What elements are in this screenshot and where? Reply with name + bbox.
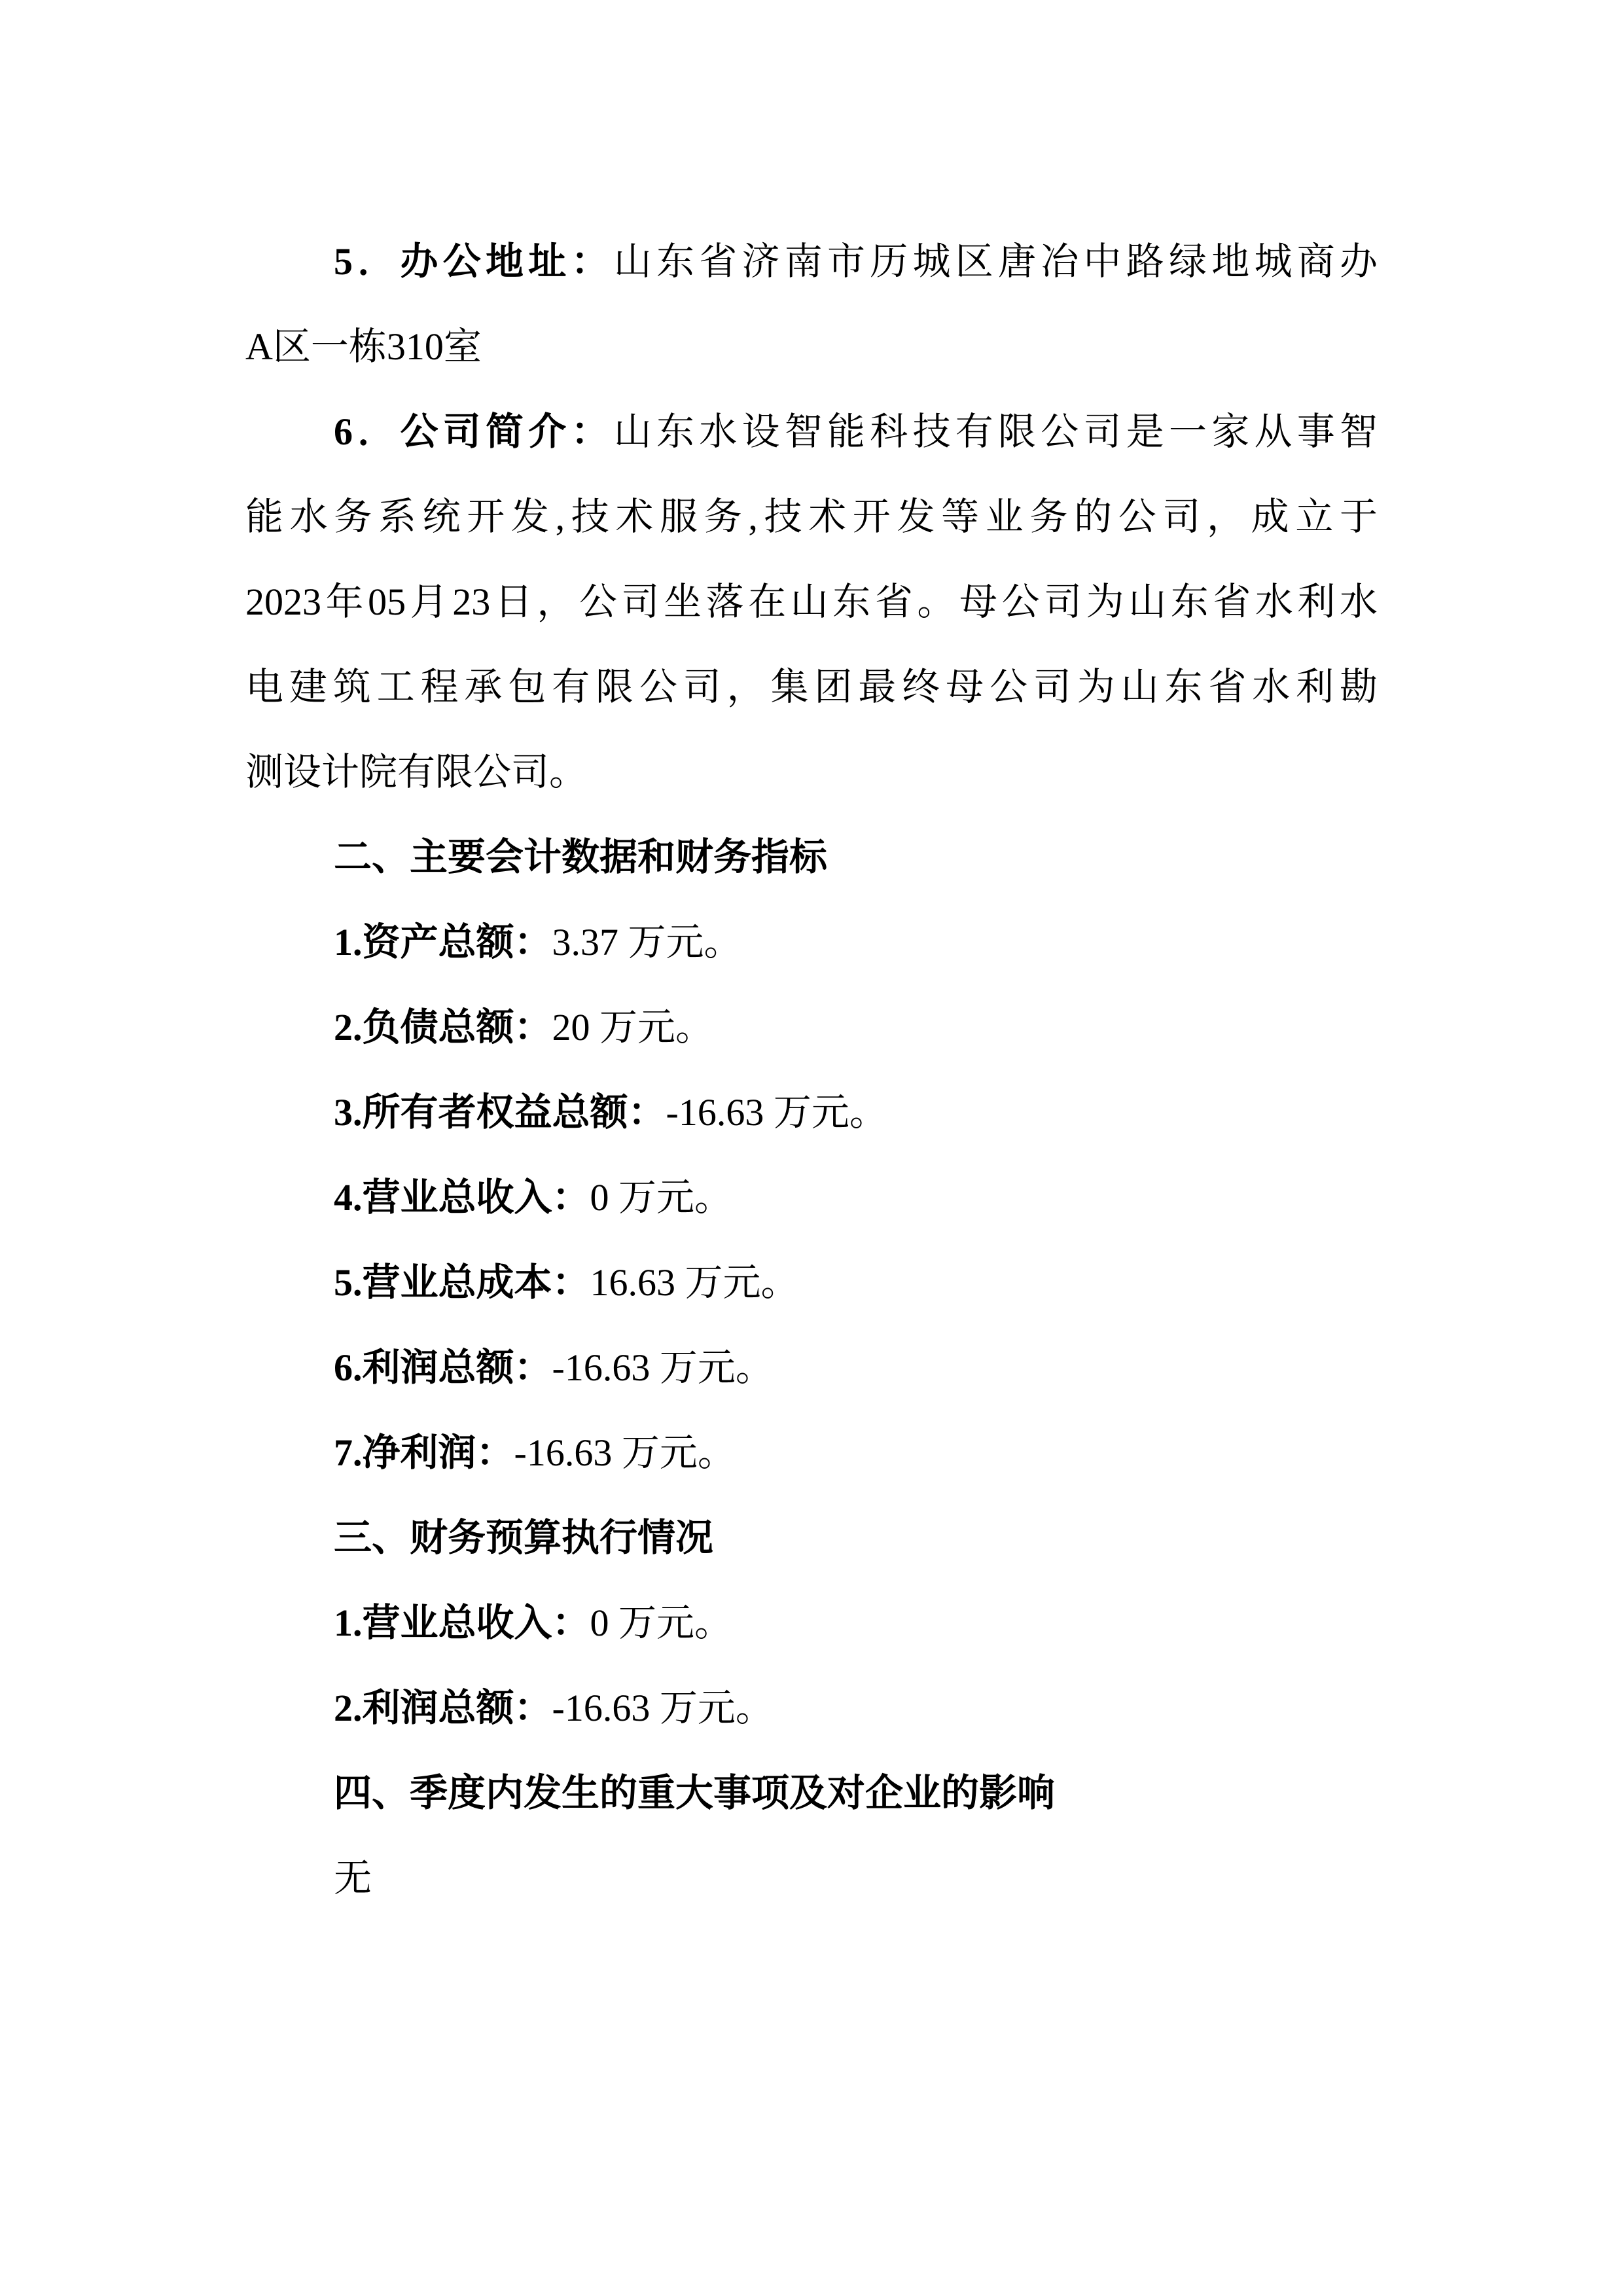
text-line xyxy=(245,730,1378,815)
text-line xyxy=(245,1155,1378,1240)
line-text: 四、季度内发生的重大事项及对企业的影响 xyxy=(334,1772,1056,1814)
line-label: 3.所有者权益总额： xyxy=(334,1091,666,1134)
line-label: 1.资产总额： xyxy=(334,921,552,963)
text-line xyxy=(245,560,1378,645)
line-text: 能水务系统开发,技术服务,技术开发等业务的公司，成立于 xyxy=(245,495,1378,538)
section-heading xyxy=(245,815,1378,900)
text-line xyxy=(245,304,1378,389)
text-line xyxy=(245,1070,1378,1155)
text-line xyxy=(245,645,1378,730)
line-text: 3.37 万元。 xyxy=(552,921,742,963)
line-text: 2023年05月23日，公司坐落在山东省。母公司为山东省水利水 xyxy=(245,581,1378,623)
line-text: 电建筑工程承包有限公司，集团最终母公司为山东省水利勘 xyxy=(245,666,1378,708)
line-text: 山东省济南市历城区唐冶中路绿地城商办 xyxy=(613,240,1378,283)
text-line xyxy=(245,389,1378,475)
line-label: 5.营业总成本： xyxy=(334,1261,590,1304)
line-text: -16.63 万元。 xyxy=(514,1431,736,1474)
text-line xyxy=(245,475,1378,560)
line-label: 1.营业总收入： xyxy=(334,1602,590,1644)
line-text: 16.63 万元。 xyxy=(590,1261,799,1304)
text-line xyxy=(245,219,1378,304)
line-text: -16.63 万元。 xyxy=(552,1687,774,1729)
line-text: -16.63 万元。 xyxy=(552,1346,774,1389)
text-line xyxy=(245,1836,1378,1921)
section-heading xyxy=(245,1496,1378,1581)
text-line xyxy=(245,900,1378,985)
line-text: 20 万元。 xyxy=(552,1006,714,1049)
line-label: 7.净利润： xyxy=(334,1431,514,1474)
document-body xyxy=(245,219,1378,1921)
text-line xyxy=(245,985,1378,1070)
line-text: 三、财务预算执行情况 xyxy=(334,1516,714,1559)
line-label: 6．公司简介： xyxy=(334,410,614,453)
text-line xyxy=(245,1410,1378,1496)
text-line xyxy=(245,1666,1378,1751)
line-text: 二、主要会计数据和财务指标 xyxy=(334,836,828,878)
text-line xyxy=(245,1240,1378,1325)
line-text: -16.63 万元。 xyxy=(666,1091,887,1134)
line-label: 2.负债总额： xyxy=(334,1006,552,1049)
line-label: 2.利润总额： xyxy=(334,1687,552,1729)
line-text: 0 万元。 xyxy=(590,1176,733,1219)
line-label: 5．办公地址： xyxy=(334,240,614,283)
line-text: 山东水设智能科技有限公司是一家从事智 xyxy=(613,410,1378,453)
line-text: 无 xyxy=(334,1857,372,1899)
line-label: 4.营业总收入： xyxy=(334,1176,590,1219)
line-text: 0 万元。 xyxy=(590,1602,733,1644)
line-text: 测设计院有限公司。 xyxy=(245,751,588,793)
line-text: A区一栋310室 xyxy=(245,325,482,368)
text-line xyxy=(245,1581,1378,1666)
section-heading xyxy=(245,1751,1378,1836)
text-line xyxy=(245,1325,1378,1410)
line-label: 6.利润总额： xyxy=(334,1346,552,1389)
